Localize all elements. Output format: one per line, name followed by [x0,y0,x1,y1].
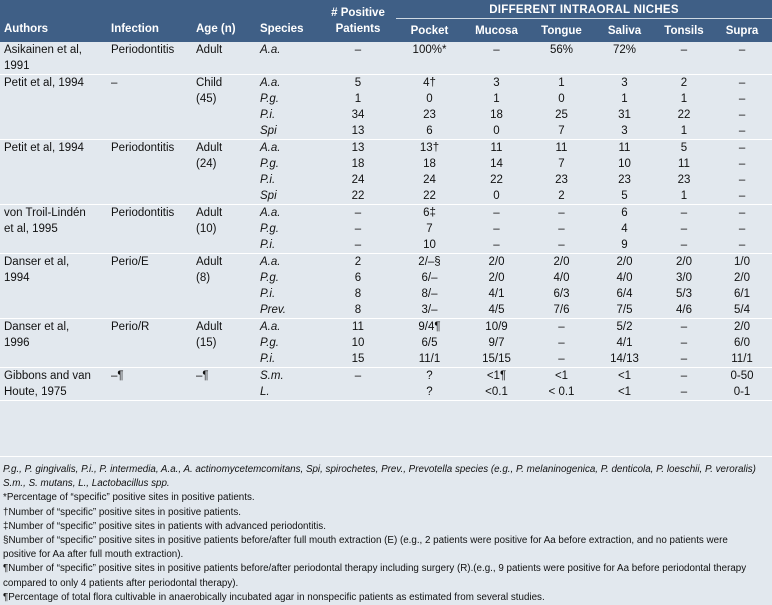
header-tonsils: Tonsils [656,19,712,43]
cell-supra: 6/0 [734,337,751,349]
cell-pocket: 100%* [412,44,447,56]
table-row [0,319,772,336]
cell-pocket: 11/1 [396,351,463,368]
cell-saliva: 4/1 [616,337,633,349]
cell-pocket: 6/5 [421,337,438,349]
cell-species: A.a. [260,256,281,268]
cell-supra: – [738,142,746,154]
cell-positive: 5 [354,77,362,89]
cell-tonsils: 22 [677,109,691,121]
cell-mucosa: 11 [490,142,503,154]
footnote-abbrev-2: S.m., S. mutans, L., Lactobacillus spp. [3,478,170,490]
cell-mucosa: – [493,207,500,219]
cell-saliva: 7/5 [593,302,656,319]
cell-mucosa: 1 [493,93,500,105]
cell-pocket: 23 [423,109,436,121]
cell-author: Petit et al, 1994 [4,142,84,154]
table-footnotes [3,463,769,605]
cell-supra: 6/1 [734,288,751,300]
cell-pocket: 3/– [396,302,463,319]
header-tongue: Tongue [530,19,593,43]
cell-age [192,302,256,319]
header-supra: Supra [712,19,772,43]
footnote-star: *Percentage of “specific” positive sites in positive patients. [3,492,255,504]
cell-species: A.a. [260,44,281,56]
footnote-para-1: ¶Number of “specific” positive sites in positive patients before/after periodontal therapy including surgery (R).(e.g., 9 patients were positive for Aa before periodontal therapy [3,563,747,575]
cell-age [192,172,256,188]
footnote-dagger: †Number of “specific” positive sites in positive patients. [3,506,241,518]
cell-positive: 10 [351,337,365,349]
cell-author: Danser et al, [4,321,70,333]
cell-supra: 11/1 [712,351,772,368]
footnote-ddagger: ‡Number of “specific” positive sites in patients with advanced periodontitis. [3,520,326,532]
cell-tonsils: 5/3 [676,288,692,300]
cell-species: P.g. [260,93,279,105]
cell-tongue: 6/3 [553,288,570,300]
table-body [0,42,772,401]
cell-positive: 1 [354,93,362,105]
cell-saliva: 72% [612,44,637,56]
cell-species: L. [256,384,320,401]
cell-age [192,237,256,254]
header-niches: DIFFERENT INTRAORAL NICHES [396,0,772,19]
table-row [0,75,772,92]
cell-infection [107,58,192,75]
cell-tonsils: – [656,237,712,254]
cell-tongue [530,58,593,75]
cell-mucosa: <1¶ [486,370,507,382]
cell-saliva [593,58,656,75]
cell-supra: 0-1 [712,384,772,401]
cell-species: S.m. [260,370,284,382]
cell-saliva: 4 [621,223,628,235]
cell-mucosa: 4/5 [463,302,530,319]
cell-infection [107,384,192,401]
cell-infection [107,302,192,319]
cell-positive: – [354,207,362,219]
cell-author [0,302,107,319]
cell-infection: – [111,77,118,89]
cell-author: 1994 [4,272,30,284]
cell-saliva: 14/13 [593,351,656,368]
cell-saliva: 5 [593,188,656,205]
cell-tongue: 7 [558,158,565,170]
cell-infection: Periodontitis [111,207,175,219]
cell-author [0,286,107,302]
cell-supra: – [738,44,746,56]
cell-saliva: 9 [593,237,656,254]
header-positive-line2: Patients [335,23,381,35]
cell-pocket: 2/–§ [418,256,441,268]
table-row [0,351,772,368]
cell-pocket: ? [426,370,433,382]
cell-pocket: 22 [396,188,463,205]
cell-mucosa: 3 [493,77,500,89]
cell-pocket: ? [396,384,463,401]
cell-mucosa: 9/7 [488,337,505,349]
cell-mucosa [463,58,530,75]
cell-author [0,237,107,254]
table-row [0,270,772,286]
cell-age: Adult [196,142,223,154]
header-species: Species [256,0,320,42]
cell-tongue: <1 [554,370,569,382]
header-infection: Infection [107,0,192,42]
cell-infection [107,156,192,172]
table-row [0,156,772,172]
cell-species: P.i. [256,237,320,254]
cell-species: A.a. [260,142,281,154]
cell-supra: – [738,158,746,170]
cell-saliva: <1 [593,384,656,401]
cell-author [0,107,107,123]
header-positive-line1: # Positive [331,7,385,19]
table-row [0,58,772,75]
cell-mucosa: 4/1 [488,288,505,300]
cell-infection: Perio/E [111,256,149,268]
cell-mucosa: 0 [463,188,530,205]
cell-supra: – [738,223,746,235]
cell-tonsils: 1 [680,93,688,105]
cell-tonsils: 11 [678,158,690,170]
table-row [0,107,772,123]
cell-positive: 24 [351,174,365,186]
footnote-abbrev-1: P.g., P. gingivalis, P.i., P. intermedia, A.a., A. actinomycetemcomitans, Spi, spirochetes, Prev., Prevotella species (e.g., P. melaninogenica, P. denticola, P. loeschii, P. veroralis) [3,464,756,475]
cell-tongue: 2/0 [553,256,570,268]
cell-positive: – [320,237,396,254]
cell-species: P.g. [260,158,279,170]
cell-pocket: 10 [396,237,463,254]
cell-tonsils: 4/6 [656,302,712,319]
cell-author: von Troil-Lindén [4,207,86,219]
cell-tonsils: – [656,384,712,401]
cell-tonsils: – [680,207,688,219]
cell-mucosa: <0.1 [463,384,530,401]
cell-age [192,123,256,140]
cell-tonsils: – [680,44,688,56]
cell-supra [712,58,772,75]
cell-tonsils: 2 [680,77,688,89]
cell-pocket: 4† [423,77,436,89]
cell-species: P.i. [256,351,320,368]
cell-tonsils: – [680,321,688,333]
cell-supra: – [738,93,746,105]
cell-supra: – [738,109,746,121]
cell-tongue: 1 [558,77,565,89]
cell-age: (15) [196,337,217,349]
table-row [0,237,772,254]
cell-age [192,107,256,123]
cell-species: Spi [256,188,320,205]
table-row [0,384,772,401]
cell-pocket: 6 [396,123,463,140]
footnote-section-2: positive for Aa after full mouth extraction). [3,549,184,561]
cell-tongue: 7 [530,123,593,140]
cell-species: P.g. [260,223,279,235]
cell-supra: 5/4 [712,302,772,319]
cell-positive: 8 [354,288,362,300]
cell-supra: – [738,174,746,186]
cell-saliva: 5/2 [616,321,633,333]
footnote-section-1: §Number of “specific” positive sites in positive patients before/after full mouth extraction (E) (e.g., 2 patients were positive for Aa before extraction, and no patients were [3,535,728,547]
cell-mucosa: 18 [490,109,503,121]
cell-saliva: 11 [618,142,631,154]
cell-infection [107,237,192,254]
header-age: Age (n) [192,0,256,42]
cell-positive: 2 [354,256,362,268]
cell-saliva: 6 [621,207,628,219]
cell-species: Spi [256,123,320,140]
cell-age: Adult [196,207,223,219]
table-row [0,123,772,140]
cell-infection: Periodontitis [111,142,175,154]
cell-age [192,58,256,75]
cell-infection [107,172,192,188]
cell-saliva: 6/4 [616,288,633,300]
table-row [0,286,772,302]
cell-supra: 2/0 [734,321,751,333]
header-mucosa: Mucosa [463,19,530,43]
cell-supra: – [712,123,772,140]
cell-species: A.a. [260,207,281,219]
cell-mucosa: 2/0 [488,272,505,284]
cell-positive: 13 [351,142,365,154]
cell-species: A.a. [260,321,281,333]
cell-saliva: 3 [593,123,656,140]
cell-mucosa: 0 [463,123,530,140]
cell-supra: 0-50 [730,370,754,382]
cell-mucosa: 2/0 [488,256,505,268]
cell-supra: – [738,77,746,89]
cell-author: 1996 [4,337,30,349]
cell-tongue: 2 [530,188,593,205]
cell-tongue: – [558,337,565,349]
cell-age: Adult [196,321,223,333]
table-row [0,91,772,107]
cell-positive: – [354,44,362,56]
cell-tongue: 11 [555,142,568,154]
cell-author [0,91,107,107]
cell-tongue: – [530,237,593,254]
cell-tonsils: – [656,351,712,368]
cell-infection [107,91,192,107]
cell-pocket: 13† [419,142,440,154]
cell-pocket: 9/4¶ [418,321,441,333]
cell-positive [320,58,396,75]
cell-saliva: 4/0 [616,272,633,284]
cell-tonsils: 3/0 [676,272,692,284]
cell-mucosa: – [493,223,500,235]
cell-species: P.i. [260,288,276,300]
cell-author: Petit et al, 1994 [4,77,84,89]
cell-age: Adult [196,44,223,56]
cell-positive: 8 [320,302,396,319]
cell-positive [320,384,396,401]
cell-infection [107,335,192,351]
table-row [0,254,772,271]
cell-mucosa: 10/9 [485,321,508,333]
cell-pocket: 24 [423,174,436,186]
cell-pocket: 7 [426,223,433,235]
cell-tongue: – [558,223,565,235]
cell-saliva: 1 [621,93,628,105]
cell-age [192,384,256,401]
cell-supra: 2/0 [734,272,751,284]
cell-author: Danser et al, [4,256,70,268]
cell-tonsils: 1 [656,123,712,140]
cell-species: Prev. [256,302,320,319]
cell-tonsils: – [680,370,688,382]
cell-tonsils: 2/0 [676,256,692,268]
cell-species: A.a. [260,77,281,89]
cell-infection: –¶ [111,370,124,382]
cell-saliva: 3 [621,77,628,89]
cell-pocket: 6/– [421,272,438,284]
cell-tongue: – [558,207,565,219]
cell-author [0,351,107,368]
header-pocket: Pocket [396,19,463,43]
cell-positive: 15 [320,351,396,368]
header-saliva: Saliva [593,19,656,43]
table-row [0,302,772,319]
cell-species: P.g. [260,337,279,349]
table-row [0,172,772,188]
footnote-para-2: compared to only 4 patients after periodontal therapy). [3,577,239,589]
cell-age: –¶ [196,370,209,382]
cell-author: Gibbons and van [4,370,91,382]
cell-tongue: 7/6 [530,302,593,319]
cell-mucosa: 15/15 [463,351,530,368]
cell-age: (8) [196,272,211,284]
cell-tongue: 23 [555,174,568,186]
cell-saliva: 2/0 [616,256,633,268]
cell-species [256,58,320,75]
cell-infection [107,286,192,302]
cell-positive: – [354,223,362,235]
cell-infection: Perio/R [111,321,150,333]
cell-tongue: – [530,351,593,368]
cell-infection: Periodontitis [111,44,175,56]
cell-positive: 34 [351,109,365,121]
header-positive-patients [320,0,396,42]
cell-age: (10) [196,223,217,235]
cell-tonsils: 1 [656,188,712,205]
cell-positive: 6 [354,272,362,284]
cell-tonsils: 23 [677,174,691,186]
cell-pocket: 6‡ [423,207,436,219]
cell-supra: – [738,207,746,219]
table-header [0,0,772,42]
cell-mucosa: 22 [490,174,503,186]
cell-author [0,123,107,140]
cell-tongue: 56% [549,44,574,56]
cell-positive: 11 [352,321,364,333]
cell-tongue: – [558,321,565,333]
cell-pocket: 8/– [421,288,438,300]
cell-saliva: 10 [618,158,631,170]
cell-mucosa: – [493,44,500,56]
cell-positive: 22 [320,188,396,205]
cell-age: Adult [196,256,223,268]
cell-tongue: 4/0 [553,272,570,284]
cell-species: P.g. [260,272,279,284]
cell-age: (24) [196,158,217,170]
cell-infection [107,123,192,140]
cell-tongue: 0 [558,93,565,105]
cell-species: P.i. [260,174,276,186]
cell-age [192,351,256,368]
table-row [0,368,772,385]
table-row [0,140,772,157]
cell-saliva: 23 [618,174,631,186]
cell-pocket: 0 [426,93,433,105]
cell-tongue: 25 [555,109,568,121]
cell-tonsils: – [680,223,688,235]
cell-age: Child [196,77,223,89]
cell-supra: – [712,237,772,254]
cell-pocket: 18 [423,158,436,170]
cell-author: Asikainen et al, [4,44,82,56]
cell-author: Houte, 1975 [0,384,107,401]
cell-age [192,286,256,302]
header-authors: Authors [0,0,107,42]
cell-saliva: <1 [617,370,632,382]
cell-infection [107,351,192,368]
cell-species: P.i. [260,109,276,121]
cell-positive: 18 [351,158,365,170]
cell-author [0,188,107,205]
table-row [0,205,772,222]
cell-tongue: < 0.1 [530,384,593,401]
cell-mucosa: 14 [490,158,503,170]
cell-infection [107,270,192,286]
table-row [0,188,772,205]
notes-divider [0,456,772,457]
cell-tonsils: – [680,337,688,349]
cell-supra: – [712,188,772,205]
cell-positive: – [354,370,362,382]
cell-mucosa: – [463,237,530,254]
cell-infection [107,221,192,237]
cell-tonsils [656,58,712,75]
cell-positive: 13 [320,123,396,140]
cell-infection [107,107,192,123]
cell-author: et al, 1995 [4,223,58,235]
table-row [0,42,772,58]
cell-tonsils: 5 [680,142,688,154]
cell-infection [107,188,192,205]
cell-author: 1991 [0,58,107,75]
cell-supra: 1/0 [734,256,751,268]
cell-saliva: 31 [618,109,631,121]
cell-age [192,188,256,205]
cell-age: (45) [196,93,217,105]
cell-author [0,172,107,188]
table-row [0,335,772,351]
cell-pocket [396,58,463,75]
footnote-para2: ¶Percentage of total flora cultivable in anaerobically incubated agar in nonspecific patients as estimated from several studies. [3,591,545,603]
table-row [0,221,772,237]
cell-author [0,156,107,172]
